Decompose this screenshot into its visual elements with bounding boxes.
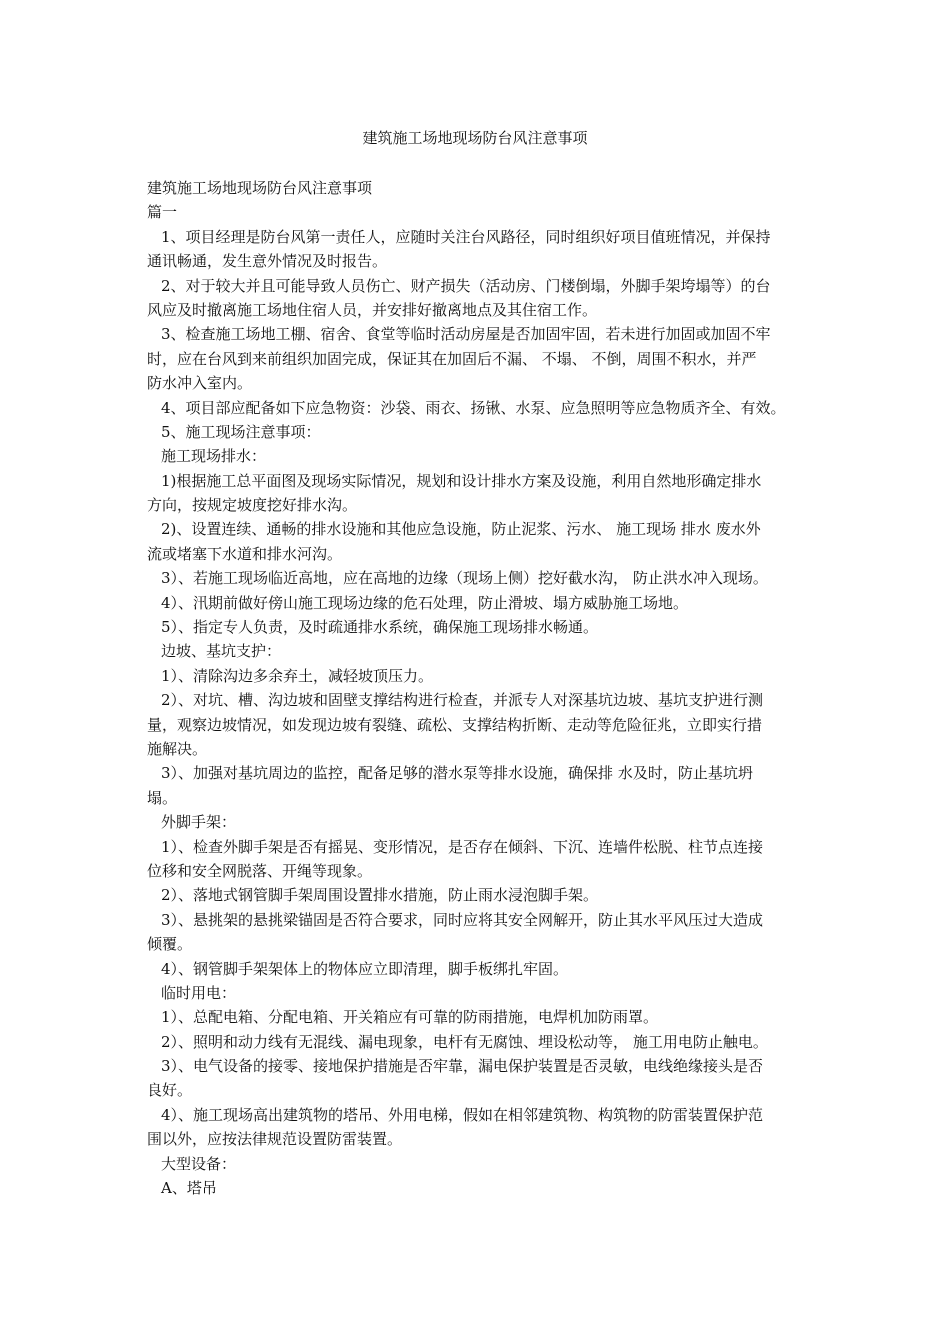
body-line-item-4: 4、项目部应配备如下应急物资：沙袋、雨衣、扬锹、水泵、应急照明等应急物质齐全、有效。 [161, 398, 786, 417]
body-line-scaffold-4: 4）、钢管脚手架架体上的物体应立即清理，脚手板绑扎牢固。 [161, 959, 569, 978]
body-line-slope-3: 3）、加强对基坑周边的监控，配备足够的潜水泵等排水设施，确保排 水及时，防止基坑坍 [161, 764, 753, 783]
body-line-scaffold-3-cont: 倾覆。 [147, 935, 193, 954]
body-line-slope-2-cont-2: 施解决。 [147, 739, 208, 758]
body-line-slope-2: 2）、对坑、槽、沟边坡和固壁支撑结构进行检查，并派专人对深基坑边坡、基坑支护进行测 [161, 691, 764, 710]
body-line-drainage-4: 4）、汛期前做好傍山施工现场边缘的危石处理，防止滑坡、塌方威胁施工场地。 [161, 593, 689, 612]
body-line-drainage-2-cont: 流或堵塞下水道和排水河沟。 [147, 544, 343, 563]
body-line-drainage-1-cont: 方向，按规定坡度挖好排水沟。 [147, 496, 358, 515]
body-line-power-1: 1）、总配电箱、分配电箱、开关箱应有可靠的防雨措施，电焊机加防雨罩。 [161, 1008, 659, 1027]
body-line-scaffold-1: 1）、检查外脚手架是否有摇晃、变形情况，是否存在倾斜、下沉、连墙件松脱、柱节点连接 [161, 837, 764, 856]
body-line-item-2: 2、对于较大并且可能导致人员伤亡、财产损失（活动房、门楼倒塌，外脚手架垮塌等）的台 [161, 276, 771, 295]
body-line-subheading-slope: 边坡、基坑支护： [161, 642, 282, 661]
body-line-drainage-1: 1)根据施工总平面图及现场实际情况，规划和设计排水方案及设施，利用自然地形确定排水 [161, 471, 762, 490]
body-line-subheading-power: 临时用电： [161, 983, 237, 1002]
document-body [147, 176, 827, 1200]
body-line-power-4: 4）、施工现场高出建筑物的塔吊、外用电梯，假如在相邻建筑物、构筑物的防雷装置保护范 [161, 1105, 764, 1124]
body-line-power-2: 2）、照明和动力线有无混线、漏电现象，电杆有无腐蚀、埋设松动等， 施工用电防止触电。 [161, 1032, 768, 1051]
body-line-drainage-5: 5）、指定专人负责，及时疏通排水系统，确保施工现场排水畅通。 [161, 618, 599, 637]
body-line-slope-3-cont: 塌。 [147, 788, 178, 807]
body-line-power-4-cont: 围以外，应按法律规范设置防雷装置。 [147, 1130, 403, 1149]
body-line-drainage-3: 3）、若施工现场临近高地，应在高地的边缘（现场上侧）挖好截水沟， 防止洪水冲入现场。 [161, 569, 768, 588]
body-line-item-3-cont-2: 防水冲入室内。 [147, 374, 253, 393]
page-title: 建筑施工场地现场防台风注意事项 [362, 129, 588, 147]
body-line-section-label: 篇一 [147, 203, 178, 222]
body-line-equipment-a: A、塔吊 [161, 1179, 217, 1198]
body-line-power-3: 3）、电气设备的接零、接地保护措施是否牢靠，漏电保护装置是否灵敏，电线绝缘接头是否 [161, 1057, 764, 1076]
body-line-scaffold-1-cont: 位移和安全网脱落、开绳等现象。 [147, 861, 373, 880]
body-line-item-3: 3、检查施工场地工棚、宿舍、食堂等临时活动房屋是否加固牢固，若未进行加固或加固不牢 [161, 325, 771, 344]
body-line-drainage-2: 2)、设置连续、通畅的排水设施和其他应急设施，防止泥浆、污水、 施工现场 排水 废水外 [161, 520, 761, 539]
body-line-subheading-equipment: 大型设备： [161, 1154, 237, 1173]
body-line-item-5: 5、施工现场注意事项： [161, 422, 321, 441]
body-line-subheading-drainage: 施工现场排水： [161, 447, 267, 466]
body-line-slope-1: 1）、清除沟边多余弃土，减轻坡顶压力。 [161, 666, 434, 685]
body-line-item-1-cont: 通讯畅通，发生意外情况及时报告。 [147, 252, 388, 271]
body-line-power-3-cont: 良好。 [147, 1081, 193, 1100]
body-line-heading: 建筑施工场地现场防台风注意事项 [147, 179, 373, 197]
body-line-item-3-cont: 时，应在台风到来前组织加固完成，保证其在加固后不漏、 不塌、 不倒，周围不积水，并严 [147, 349, 757, 368]
body-line-item-1: 1、项目经理是防台风第一责任人，应随时关注台风路径，同时组织好项目值班情况，并保持 [161, 227, 771, 246]
body-line-subheading-scaffold: 外脚手架： [161, 813, 237, 832]
body-line-scaffold-3: 3）、悬挑架的悬挑梁锚固是否符合要求，同时应将其安全网解开，防止其水平风压过大造成 [161, 910, 764, 929]
body-line-scaffold-2: 2）、落地式钢管脚手架周围设置排水措施，防止雨水浸泡脚手架。 [161, 886, 599, 905]
body-line-slope-2-cont: 量，观察边坡情况，如发现边坡有裂缝、疏松、支撑结构折断、走动等危险征兆，立即实行措 [147, 715, 763, 734]
body-line-item-2-cont: 风应及时撤离施工场地住宿人员，并安排好撤离地点及其住宿工作。 [147, 300, 598, 319]
